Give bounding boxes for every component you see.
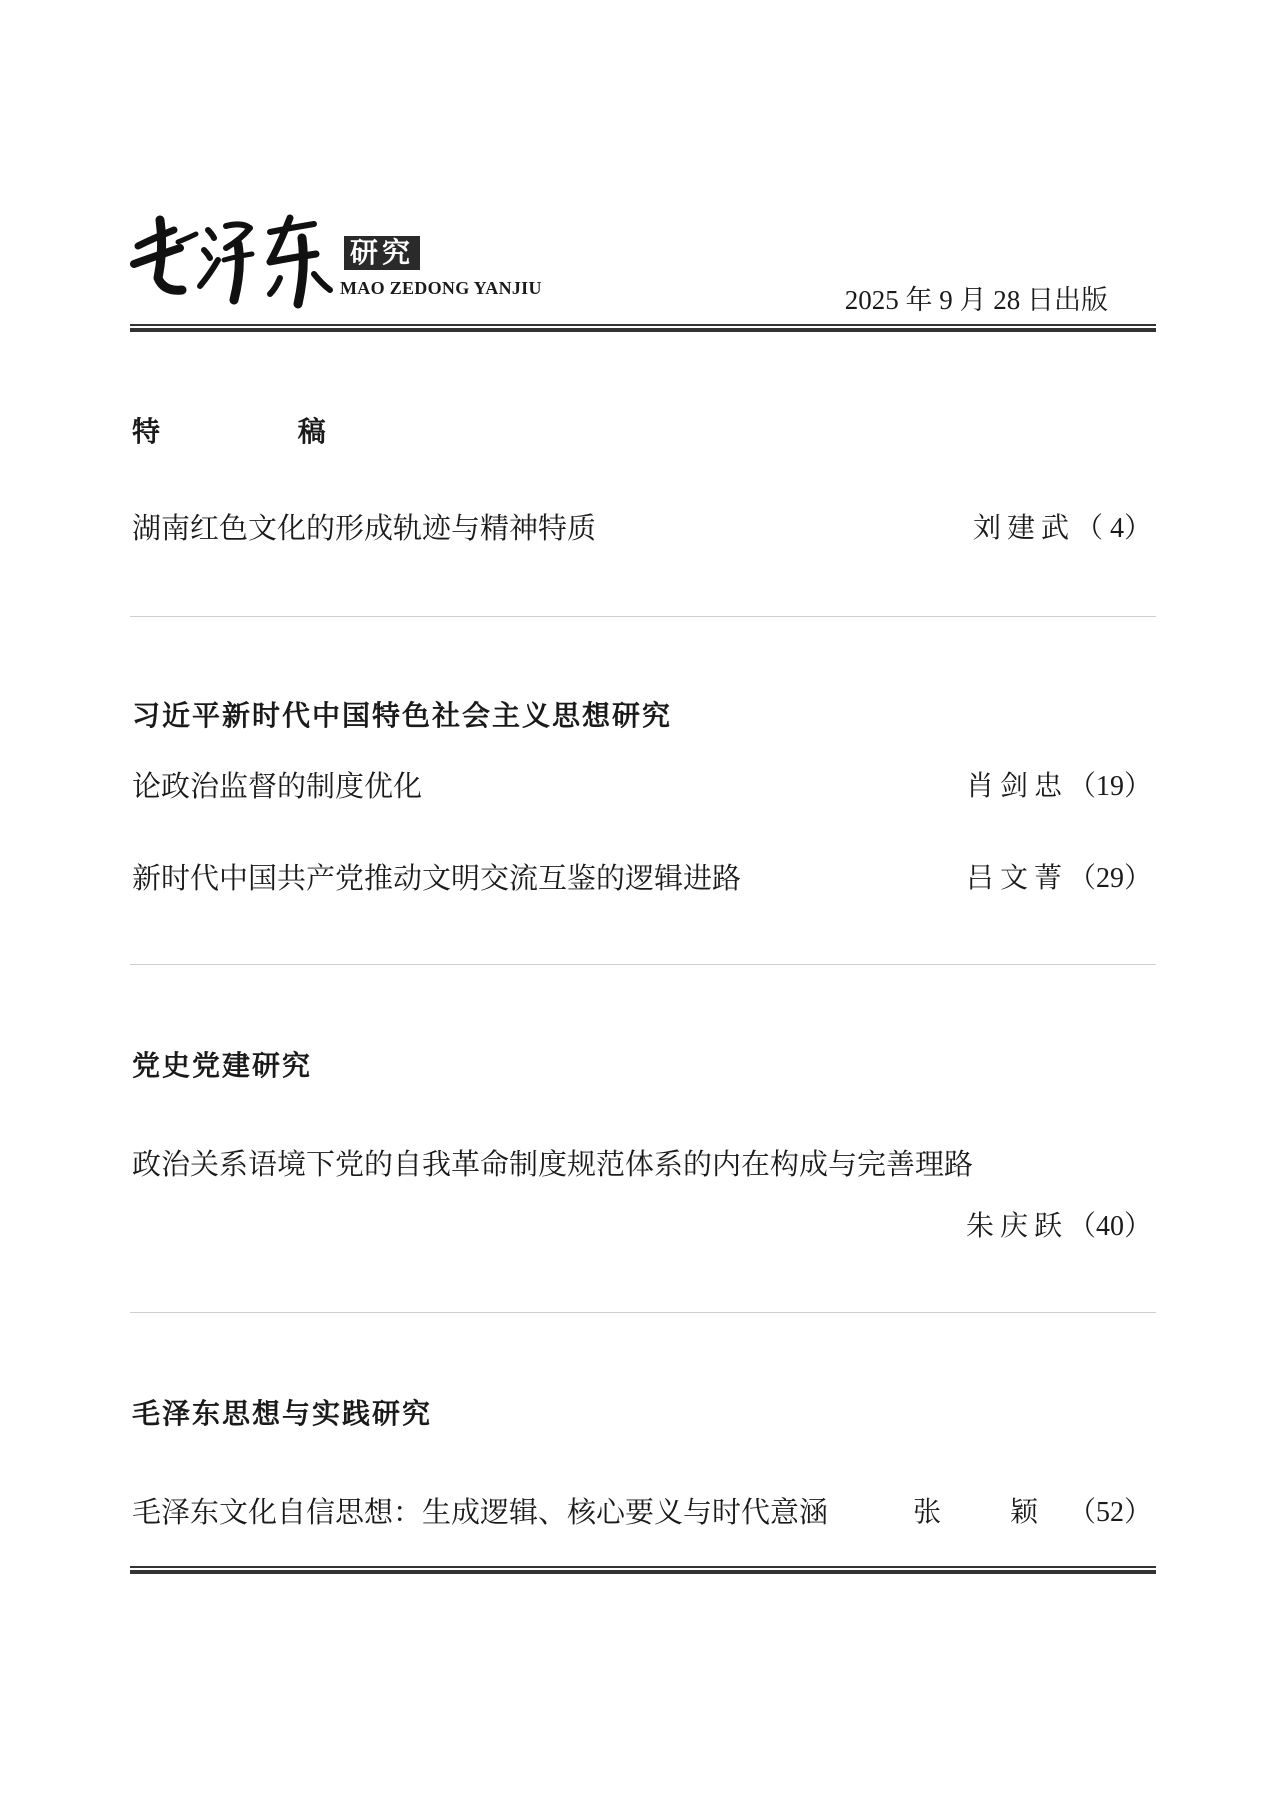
section-title-special: 特 稿 <box>132 415 390 448</box>
entry-page-number: （19） <box>1067 771 1152 802</box>
entry-author-page <box>966 856 1152 896</box>
entry-author: 吕文菁 <box>965 861 1068 894</box>
entry-page-number: （40） <box>1067 1211 1152 1242</box>
top-double-rule <box>130 324 1156 332</box>
entry-page-number: （29） <box>1067 863 1152 894</box>
section-divider <box>130 1312 1156 1313</box>
entry-page-number: （52） <box>1067 1497 1152 1528</box>
entry-title[interactable]: 毛泽东文化自信思想：生成逻辑、核心要义与时代意涵 <box>132 1495 829 1529</box>
entry-title[interactable]: 论政治监督的制度优化 <box>132 769 423 803</box>
entry-author: 刘建武 <box>972 511 1075 544</box>
masthead-title-en: MAO ZEDONG YANJIU <box>340 278 542 298</box>
section-title-party-history: 党史党建研究 <box>132 1049 313 1082</box>
publication-date: 2025 年 9 月 28 日出版 <box>844 285 1108 315</box>
calligraphy-logo <box>130 208 340 316</box>
masthead-title-cn: 研究 <box>344 236 420 270</box>
entry-author: 朱庆跃 <box>965 1209 1068 1242</box>
entry-title[interactable]: 政治关系语境下党的自我革命制度规范体系的内在构成与完善理路 <box>132 1147 974 1181</box>
entry-author-page <box>913 1490 1152 1530</box>
entry-page-number: （ 4） <box>1074 513 1152 544</box>
entry-author: 肖剑忠 <box>965 769 1068 802</box>
section-title-mao-thought: 毛泽东思想与实践研究 <box>132 1397 433 1430</box>
section-divider <box>130 964 1156 965</box>
bottom-double-rule <box>130 1566 1156 1574</box>
entry-title[interactable]: 湖南红色文化的形成轨迹与精神特质 <box>132 511 597 545</box>
entry-author-page <box>966 764 1152 804</box>
entry-title[interactable]: 新时代中国共产党推动文明交流互鉴的逻辑进路 <box>132 861 742 895</box>
entry-author-page <box>966 1204 1152 1244</box>
section-divider <box>130 616 1156 617</box>
entry-author-page <box>973 506 1152 546</box>
entry-author: 张 颖 <box>913 1495 1068 1528</box>
section-title-xi-thought: 习近平新时代中国特色社会主义思想研究 <box>132 699 673 732</box>
